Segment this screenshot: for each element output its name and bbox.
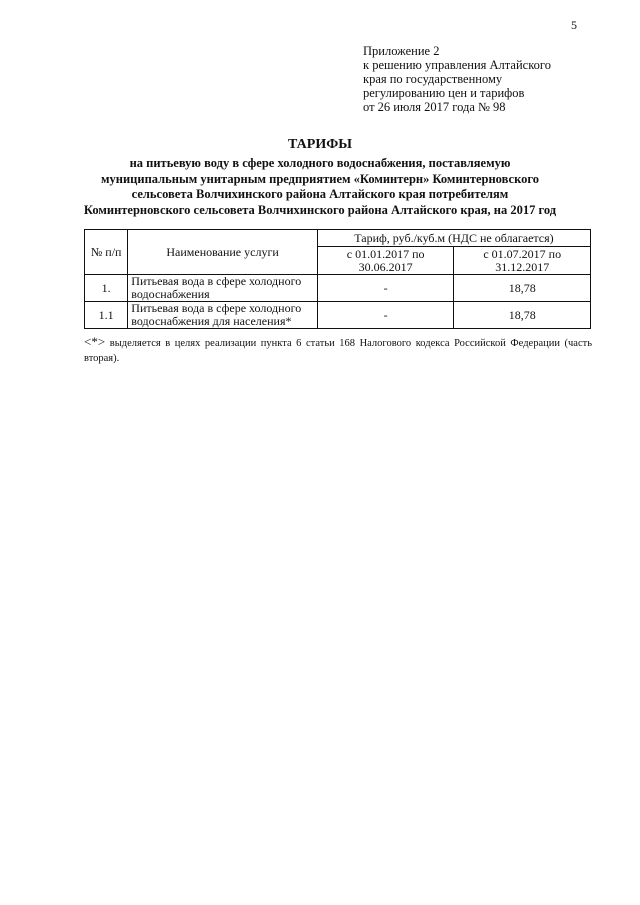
appendix-line: к решению управления Алтайского — [363, 58, 551, 72]
page-number: 5 — [571, 18, 577, 32]
header-period-1: с 01.01.2017 по 30.06.2017 — [317, 247, 454, 275]
table-header-row — [85, 230, 591, 247]
footnote-text: выделяется в целях реализации пункта 6 статьи 168 Налогового кодекса Российской Федерации (часть вторая). — [84, 338, 592, 364]
table-row — [85, 302, 591, 329]
row-period-2-value: 18,78 — [454, 275, 591, 302]
row-service-name: Питьевая вода в сфере холодного водоснабжения для населения* — [128, 302, 318, 329]
header-tariff-group: Тариф, руб./куб.м (НДС не облагается) — [317, 230, 590, 247]
footnote — [84, 334, 592, 366]
title-line: на питьевую воду в сфере холодного водоснабжения, поставляемую — [129, 156, 511, 170]
appendix-line: от 26 июля 2017 года № 98 — [363, 100, 506, 114]
table-row — [85, 275, 591, 302]
footnote-mark: <*> — [84, 334, 106, 349]
header-num: № п/п — [85, 230, 128, 275]
appendix-line: Приложение 2 — [363, 44, 440, 58]
title-main: ТАРИФЫ — [288, 137, 352, 152]
row-service-name: Питьевая вода в сфере холодного водоснабжения — [128, 275, 318, 302]
row-period-1-value: - — [317, 275, 454, 302]
appendix-reference — [363, 44, 613, 114]
row-period-1-value: - — [317, 302, 454, 329]
title-line: сельсовета Волчихинского района Алтайского края потребителям — [131, 187, 509, 201]
appendix-line: края по государственному — [363, 72, 503, 86]
header-service-name: Наименование услуги — [128, 230, 318, 275]
tariff-table — [84, 229, 591, 329]
title-line: муниципальным унитарным предприятием «Коминтерн» Коминтерновского — [101, 171, 539, 186]
title-line: Коминтерновского сельсовета Волчихинского района Алтайского края, на 2017 год — [83, 202, 557, 217]
appendix-line: регулированию цен и тарифов — [363, 86, 525, 100]
header-period-2: с 01.07.2017 по 31.12.2017 — [454, 247, 591, 275]
row-period-2-value: 18,78 — [454, 302, 591, 329]
row-num: 1.1 — [85, 302, 128, 329]
row-num: 1. — [85, 275, 128, 302]
document-title — [60, 136, 580, 218]
